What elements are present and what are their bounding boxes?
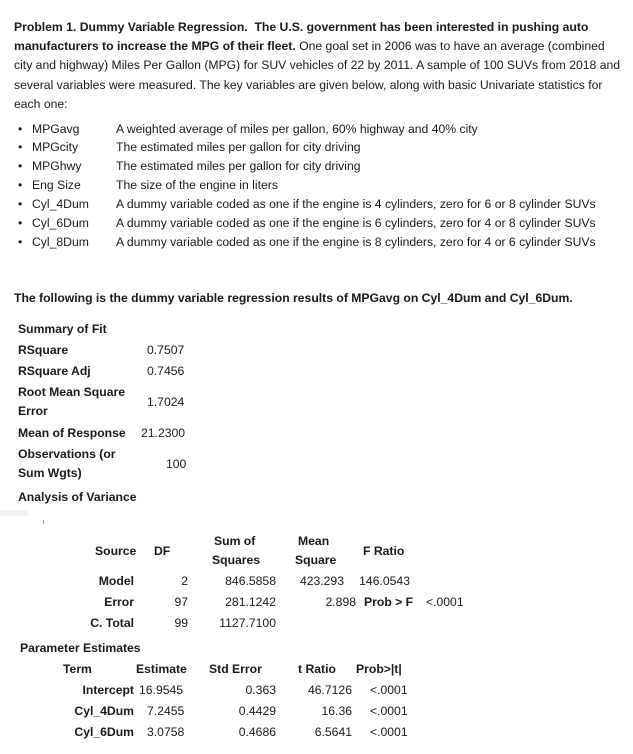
problem-statement: [14, 18, 622, 114]
param-p: <.0001: [370, 725, 408, 739]
variable-name: Cyl_6Dum: [32, 216, 89, 230]
anova-source: C. Total: [90, 616, 134, 630]
variable-desc: The size of the engine in liters: [116, 178, 278, 192]
rsquare-adj-value: 0.7456: [147, 364, 185, 378]
prob-f-value: <.0001: [426, 595, 464, 609]
problem-lead: The U.S. government has been interested in pushing auto manufacturers to increase the MPG of their fleet.: [14, 20, 589, 54]
regression-intro: The following is the dummy variable regression results of MPGavg on Cyl_4Dum and Cyl_6Dum.: [14, 291, 573, 305]
param-col-p: Prob>|t|: [356, 662, 402, 676]
variable-name: MPGavg: [32, 122, 80, 136]
param-estimate: 7.2455: [147, 704, 185, 718]
rsquare-adj-label: RSquare Adj: [18, 364, 91, 378]
param-se: 0.363: [245, 683, 276, 697]
param-t: 16.36: [321, 704, 352, 718]
param-col-se: Std Error: [209, 662, 262, 676]
anova-df: 97: [174, 595, 188, 609]
anova-ms: 423.293: [299, 574, 344, 588]
param-term: Cyl_6Dum: [74, 725, 134, 739]
anova-df: 2: [181, 574, 188, 588]
param-t: 46.7126: [307, 683, 352, 697]
variable-desc: The estimated miles per gallon for city driving: [116, 159, 361, 173]
param-p: <.0001: [370, 704, 408, 718]
anova-col-ms: Mean: [298, 534, 330, 548]
mean-response-label: Mean of Response: [18, 426, 126, 440]
param-p: <.0001: [370, 683, 408, 697]
anova-col-source: Source: [95, 544, 137, 558]
problem-text: One goal set in 2006 was to have an average (combined city and highway) Miles Per Gallon (MPG) for SUV vehicles of 22 by 2011. A sample of 100 SUVs from 2018 and several variables were measured. The key variables are given below, along with basic Univariate statistics for each one:: [14, 39, 621, 111]
problem-title: Problem 1. Dummy Variable Regression.: [14, 20, 248, 34]
variable-name: MPGhwy: [32, 159, 82, 173]
anova-ms: 2.898: [325, 595, 356, 609]
param-term: Intercept: [82, 683, 134, 697]
rsquare-value: 0.7507: [147, 343, 185, 357]
bullet-icon: •: [18, 197, 23, 211]
param-estimate: 16.9545: [139, 683, 184, 697]
param-t: 6.5641: [314, 725, 352, 739]
param-estimate: 3.0758: [147, 725, 185, 739]
rmse-value: 1.7024: [147, 395, 185, 409]
bullet-icon: •: [18, 140, 23, 154]
param-col-estimate: Estimate: [136, 662, 187, 676]
divider-tick: [43, 520, 44, 524]
observations-label: Observations (or: [18, 447, 116, 461]
variable-desc: A dummy variable coded as one if the engine is 6 cylinders, zero for 4 or 8 cylinder SUVs: [116, 216, 596, 230]
bullet-icon: •: [18, 235, 23, 249]
anova-col-ms-cont: Square: [295, 553, 337, 567]
param-col-term: Term: [63, 662, 92, 676]
observations-label-cont: Sum Wgts): [18, 466, 82, 480]
anova-ss: 1127.7100: [219, 616, 276, 630]
variable-desc: The estimated miles per gallon for city driving: [116, 140, 361, 154]
anova-col-df: DF: [154, 544, 171, 558]
anova-df: 99: [174, 616, 188, 630]
observations-value: 100: [166, 457, 187, 471]
anova-f: 146.0543: [359, 574, 410, 588]
anova-col-ss-cont: Squares: [212, 553, 261, 567]
summary-of-fit-heading: Summary of Fit: [18, 322, 107, 336]
param-se: 0.4429: [238, 704, 276, 718]
rmse-label-cont: Error: [18, 404, 48, 418]
anova-ss: 846.5858: [225, 574, 276, 588]
bullet-icon: •: [18, 159, 23, 173]
rmse-label: Root Mean Square: [18, 385, 125, 399]
variable-desc: A dummy variable coded as one if the engine is 8 cylinders, zero for 4 or 6 cylinder SUVs: [116, 235, 596, 249]
anova-heading: Analysis of Variance: [18, 490, 137, 504]
variable-name: Cyl_4Dum: [32, 197, 89, 211]
variable-desc: A weighted average of miles per gallon, 60% highway and 40% city: [116, 122, 478, 136]
rsquare-label: RSquare: [18, 343, 69, 357]
mean-response-value: 21.2300: [141, 426, 186, 440]
variable-name: Eng Size: [32, 178, 81, 192]
param-term: Cyl_4Dum: [74, 704, 134, 718]
param-se: 0.4686: [238, 725, 276, 739]
anova-ss: 281.1242: [225, 595, 276, 609]
anova-source: Error: [104, 595, 134, 609]
prob-f-label: Prob > F: [364, 595, 414, 609]
variable-name: MPGcity: [32, 140, 79, 154]
anova-col-f: F Ratio: [363, 544, 405, 558]
section-divider: [0, 510, 28, 516]
variable-name: Cyl_8Dum: [32, 235, 89, 249]
parameter-estimates-heading: Parameter Estimates: [20, 641, 141, 655]
param-col-t: t Ratio: [298, 662, 336, 676]
bullet-icon: •: [18, 216, 23, 230]
variable-desc: A dummy variable coded as one if the engine is 4 cylinders, zero for 6 or 8 cylinder SUVs: [116, 197, 596, 211]
bullet-icon: •: [18, 122, 23, 136]
anova-col-ss: Sum of: [214, 534, 256, 548]
bullet-icon: •: [18, 178, 23, 192]
anova-source: Model: [98, 574, 134, 588]
